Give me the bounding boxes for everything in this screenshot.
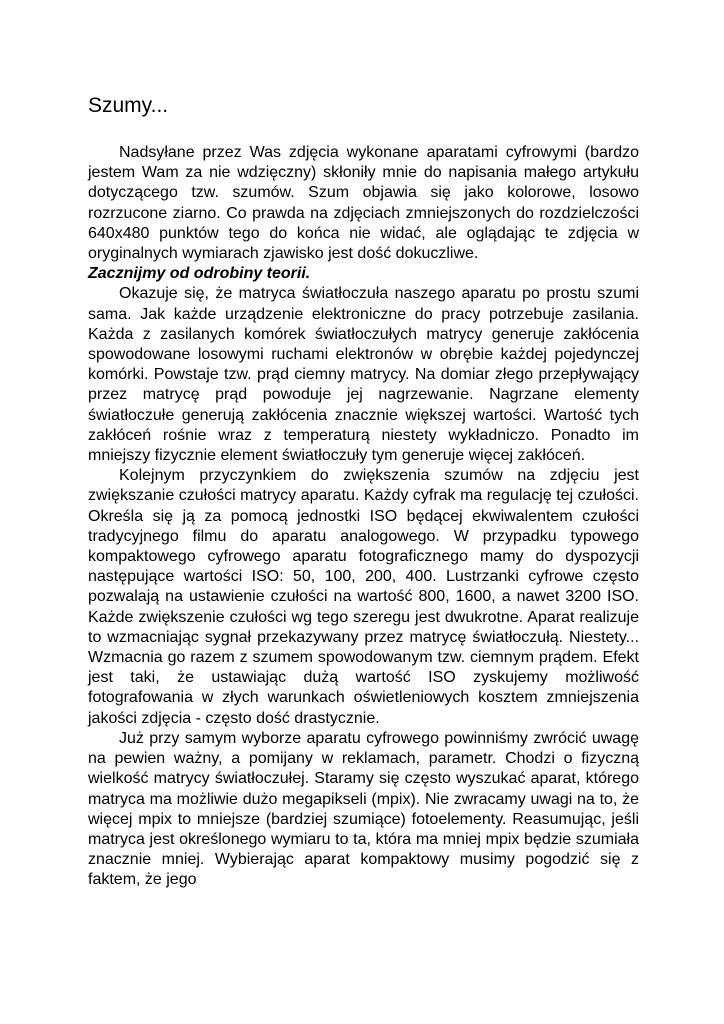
section-subheading: Zacznijmy od odrobiny teorii. <box>88 265 311 283</box>
paragraph-sensor-size: Już przy samym wyborze aparatu cyfrowego powinniśmy zwrócić uwagę na pewien ważny, a pomijany w reklamach, parametr. Chodzi o fizyczną wielkość matrycy światłoczułej. Staramy się często wyszukać aparat, którego matryca ma możliwie dużo megapikseli (mpix). Nie zwracamy uwagi na to, że więcej mpix to mniejsze (bardziej szumiące) fotoelementy. Reasumując, jeśli matryca jest określonego wymiaru to ta, która ma mniej mpix będzie szumiała znacznie mniej. Wybierając aparat kompaktowy musimy pogodzić się z faktem, że jego <box>88 729 639 889</box>
paragraph-matrix-noise: Okazuje się, że matryca światłoczuła naszego aparatu po prostu szumi sama. Jak każde urządzenie elektroniczne do pracy potrzebuje zasilania. Każda z zasilanych komórek światłoczułych matrycy generuje zakłócenia spowodowane losowymi ruchami elektronów w obrębie każdej pojedynczej komórki. Powstaje tzw. prąd ciemny matrycy. Na domiar złego przepływający przez matrycę prąd powoduje jej nagrzewanie. Nagrzane elementy światłoczułe generują zakłócenia znacznie większej wartości. Wartość tych zakłóceń rośnie wraz z temperaturą niestety wykładniczo. Ponadto im mniejszy fizycznie element światłoczuły tym generuje więcej zakłóceń. <box>88 285 639 465</box>
page-title: Szumy... <box>88 94 169 117</box>
paragraph-iso-sensitivity: Kolejnym przyczynkiem do zwiększenia szumów na zdjęciu jest zwiększanie czułości matrycy aparatu. Każdy cyfrak ma regulację tej czułości. Określa się ją za pomocą jednostki ISO będącej ekwiwalentem czułości tradycyjnego filmu do aparatu analogowego. W przypadku typowego kompaktowego cyfrowego aparatu fotograficznego mamy do dyspozycji następujące wartości ISO: 50, 100, 200, 400. Lustrzanki cyfrowe często pozwalają na ustawienie czułości na wartość 800, 1600, a nawet 3200 ISO. Każde zwiększenie czułości wg tego szeregu jest dwukrotne. Aparat realizuje to wzmacniając sygnał przekazywany przez matrycę światłoczułą. Niestety... Wzmacnia go razem z szumem spowodowanym tzw. ciemnym prądem. Efekt jest taki, że ustawiając dużą wartość ISO zyskujemy możliwość fotografowania w złych warunkach oświetleniowych kosztem zmniejszenia jakości zdjęcia - często dość drastycznie. <box>88 467 639 727</box>
document-page <box>88 86 639 891</box>
paragraph-intro: Nadsyłane przez Was zdjęcia wykonane aparatami cyfrowymi (bardzo jestem Wam za nie wdzięczny) skłoniły mnie do napisania małego artykułu dotyczącego tzw. szumów. Szum objawia się jako kolorowe, losowo rozrzucone ziarno. Co prawda na zdjęciach zmniejszonych do rozdzielczości 640x480 punktów tego do końca nie widać, ale oglądając te zdjęcia w oryginalnych wymiarach zjawisko jest dość dokuczliwe. <box>88 144 639 263</box>
